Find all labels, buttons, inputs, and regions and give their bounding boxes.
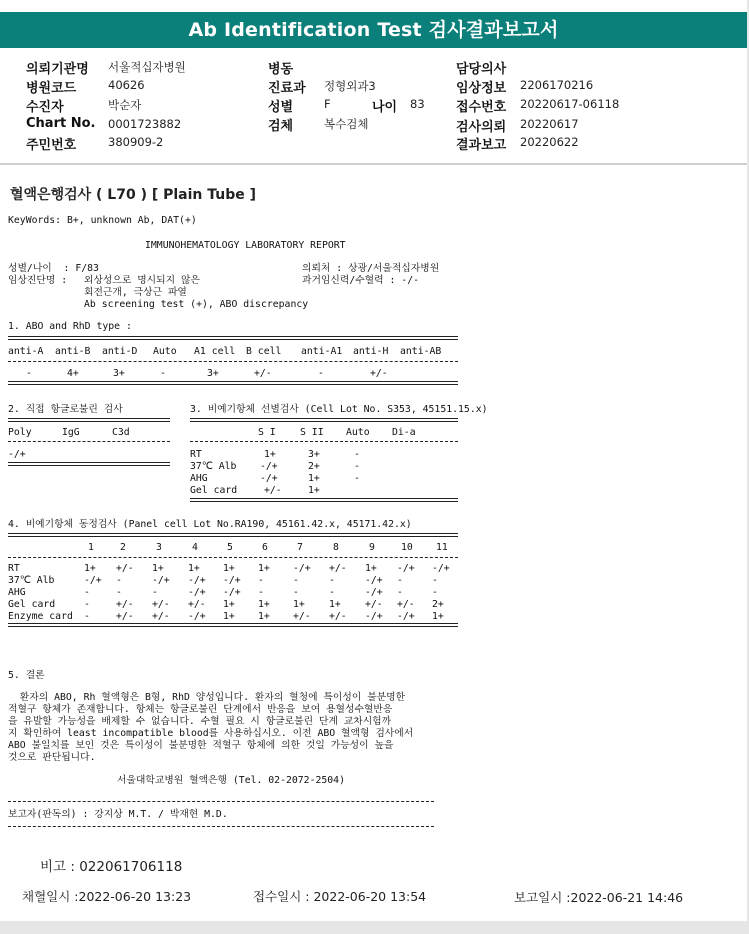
header-row bbox=[268, 115, 369, 134]
panel-cell: - bbox=[116, 575, 122, 586]
panel-cell: 1+ bbox=[365, 563, 377, 574]
bottom-strip bbox=[0, 921, 749, 934]
panel-section-title: 4. 비예기항체 동정검사 (Panel cell Lot No.RA190, 45161.42.x, 45171.42.x) bbox=[8, 519, 412, 530]
field-value: 20220617-06118 bbox=[520, 97, 620, 111]
field-value: 복수검체 bbox=[324, 117, 369, 131]
panel-cell: -/+ bbox=[432, 563, 450, 574]
panel-cell: - bbox=[293, 575, 299, 586]
panel-cell: -/+ bbox=[84, 575, 102, 586]
panel-column-header: 6 bbox=[262, 542, 268, 553]
s1-header: anti-AB bbox=[400, 346, 442, 357]
dat-section-title: 2. 직접 항글로불린 검사 bbox=[8, 404, 123, 415]
s1-value: - bbox=[26, 368, 32, 379]
diagnosis-line: Ab screening test (+), ABO discrepancy bbox=[84, 299, 309, 310]
s1-header: Auto bbox=[153, 346, 177, 357]
s3-cell: -/+ bbox=[260, 461, 278, 472]
received-time: 접수일시 : 2022-06-20 13:54 bbox=[253, 889, 427, 904]
panel-cell: 1+ bbox=[223, 599, 235, 610]
s1-header: anti-H bbox=[353, 346, 389, 357]
dashed-rule bbox=[8, 557, 458, 558]
field-label: 진료과 bbox=[268, 81, 306, 96]
field-label: 병동 bbox=[268, 62, 294, 77]
panel-cell: 2+ bbox=[432, 599, 444, 610]
field-label: Chart No. bbox=[26, 116, 96, 131]
panel-cell: - bbox=[293, 587, 299, 598]
conclusion-line: 적혈구 항체가 존재합니다. 항체는 항글로불린 단계에서 반응을 보여 용혈성수혈반응 bbox=[8, 704, 393, 715]
s3-cell: -/+ bbox=[260, 473, 278, 484]
panel-cell: 1+ bbox=[223, 563, 235, 574]
panel-column-header: 10 bbox=[401, 542, 413, 553]
lab-report-title: IMMUNOHEMATOLOGY LABORATORY REPORT bbox=[145, 240, 346, 251]
panel-cell: +/- bbox=[397, 599, 415, 610]
s1-value: 4+ bbox=[67, 368, 79, 379]
panel-cell: 1+ bbox=[152, 563, 164, 574]
dashed-rule bbox=[8, 801, 434, 802]
hospital-line: 서울대학교병원 혈액은행 (Tel. 02-2072-2504) bbox=[117, 775, 345, 786]
field-label: 성별 bbox=[268, 100, 294, 115]
panel-cell: - bbox=[258, 575, 264, 586]
conclusion-line: 환자의 ABO, Rh 혈액형은 B형, RhD 양성입니다. 환자의 혈청에 특이성이 불분명한 bbox=[8, 692, 406, 703]
panel-column-header: 1 bbox=[88, 542, 94, 553]
panel-cell: - bbox=[329, 587, 335, 598]
s1-header: anti-D bbox=[102, 346, 138, 357]
field-value: 20220622 bbox=[520, 135, 579, 149]
header-row bbox=[456, 58, 506, 77]
panel-column-header: 8 bbox=[333, 542, 339, 553]
s3-row-label: Gel card bbox=[190, 485, 238, 496]
header-row bbox=[268, 96, 331, 115]
s3-cell: 3+ bbox=[308, 449, 320, 460]
note-line: 비고 : 022061706118 bbox=[40, 859, 183, 875]
s3-cell: 1+ bbox=[308, 485, 320, 496]
panel-cell: -/+ bbox=[188, 575, 206, 586]
panel-cell: +/- bbox=[293, 611, 311, 622]
panel-cell: -/+ bbox=[397, 563, 415, 574]
panel-cell: -/+ bbox=[188, 587, 206, 598]
panel-cell: +/- bbox=[329, 611, 347, 622]
panel-row-label: Gel card bbox=[8, 599, 56, 610]
panel-cell: 1+ bbox=[188, 563, 200, 574]
s1-value: +/- bbox=[370, 368, 388, 379]
s3-cell: 2+ bbox=[308, 461, 320, 472]
panel-cell: +/- bbox=[152, 611, 170, 622]
reporter-line: 보고자(판독의) : 강지상 M.T. / 박재현 M.D. bbox=[8, 809, 228, 820]
panel-column-header: 4 bbox=[192, 542, 198, 553]
panel-cell: 1+ bbox=[432, 611, 444, 622]
s1-header: B cell bbox=[246, 346, 282, 357]
field-label: 주민번호 bbox=[26, 138, 77, 153]
screen-section-title: 3. 비예기항체 선별검사 (Cell Lot No. S353, 45151.15.x) bbox=[190, 404, 488, 415]
s3-header: Di-a bbox=[392, 427, 416, 438]
s2-header: IgG bbox=[62, 427, 80, 438]
diagnosis-line: 회전근개, 극상근 파열 bbox=[84, 287, 187, 298]
s3-row-label: AHG bbox=[190, 473, 208, 484]
header-row bbox=[456, 134, 579, 153]
field-value: 서울적십자병원 bbox=[108, 60, 186, 74]
panel-cell: 1+ bbox=[293, 599, 305, 610]
s1-value: +/- bbox=[254, 368, 272, 379]
s3-cell: - bbox=[354, 473, 360, 484]
s3-row-label: 37℃ Alb bbox=[190, 461, 237, 472]
panel-cell: -/+ bbox=[293, 563, 311, 574]
double-rule bbox=[8, 418, 170, 422]
panel-cell: +/- bbox=[329, 563, 347, 574]
field-value: 40626 bbox=[108, 78, 145, 92]
requester-line: 의뢰처 : 상광/서울적십자병원 bbox=[302, 263, 440, 274]
double-rule bbox=[190, 498, 458, 502]
panel-row-label: Enzyme card bbox=[8, 611, 73, 622]
history-line: 과거임신력/수혈력 : -/- bbox=[302, 275, 419, 286]
panel-cell: -/+ bbox=[365, 575, 383, 586]
s1-value: - bbox=[318, 368, 324, 379]
s2-header: C3d bbox=[112, 427, 130, 438]
s3-cell: - bbox=[354, 449, 360, 460]
panel-cell: +/- bbox=[116, 599, 134, 610]
s1-value: - bbox=[160, 368, 166, 379]
panel-cell: 1+ bbox=[258, 563, 270, 574]
panel-cell: - bbox=[84, 611, 90, 622]
field-label: 결과보고 bbox=[456, 138, 507, 153]
header-row bbox=[26, 134, 164, 153]
panel-cell: -/+ bbox=[397, 611, 415, 622]
panel-cell: - bbox=[84, 587, 90, 598]
panel-cell: -/+ bbox=[365, 611, 383, 622]
panel-cell: -/+ bbox=[223, 587, 241, 598]
age-label: 나이 bbox=[372, 100, 398, 115]
panel-row-label: RT bbox=[8, 563, 20, 574]
header-row bbox=[26, 116, 182, 131]
field-value: 2206170216 bbox=[520, 78, 594, 92]
panel-cell: - bbox=[152, 587, 158, 598]
double-rule bbox=[8, 623, 458, 627]
panel-column-header: 5 bbox=[227, 542, 233, 553]
panel-cell: 1+ bbox=[258, 611, 270, 622]
sex-age-line: 성별/나이 : F/83 bbox=[8, 263, 99, 274]
s3-cell: - bbox=[354, 461, 360, 472]
dashed-rule bbox=[8, 441, 170, 442]
s1-header: anti-A1 bbox=[301, 346, 343, 357]
panel-cell: -/+ bbox=[152, 575, 170, 586]
field-label: 임상정보 bbox=[456, 81, 507, 96]
panel-cell: -/+ bbox=[365, 587, 383, 598]
field-value: 0001723882 bbox=[108, 117, 182, 131]
field-value: F bbox=[324, 97, 331, 111]
field-label: 검체 bbox=[268, 119, 294, 134]
conclusion-title: 5. 결론 bbox=[8, 670, 45, 681]
s3-cell: 1+ bbox=[308, 473, 320, 484]
panel-cell: - bbox=[258, 587, 264, 598]
s2-value: -/+ bbox=[8, 449, 26, 460]
field-label: 수진자 bbox=[26, 100, 64, 115]
age-value: 83 bbox=[410, 97, 425, 111]
double-rule bbox=[8, 462, 170, 466]
double-rule bbox=[190, 418, 458, 422]
report-title: Ab Identification Test 검사결과보고서 bbox=[0, 12, 747, 48]
panel-row-label: 37℃ Alb bbox=[8, 575, 55, 586]
field-value: 박순자 bbox=[108, 98, 142, 112]
panel-cell: +/- bbox=[152, 599, 170, 610]
panel-cell: - bbox=[432, 587, 438, 598]
s1-header: anti-A bbox=[8, 346, 44, 357]
header-row bbox=[456, 116, 579, 135]
header-row bbox=[456, 77, 594, 96]
s1-header: A1 cell bbox=[194, 346, 236, 357]
s3-header: S II bbox=[300, 427, 324, 438]
diagnosis-line: 외상성으로 명시되지 않은 bbox=[84, 275, 200, 286]
diagnosis-label: 임상진단명 : bbox=[8, 275, 68, 286]
header-row bbox=[268, 58, 293, 77]
field-value: 380909-2 bbox=[108, 135, 164, 149]
panel-cell: 1+ bbox=[223, 611, 235, 622]
header-divider bbox=[0, 163, 749, 165]
panel-column-header: 7 bbox=[297, 542, 303, 553]
field-label: 접수번호 bbox=[456, 100, 507, 115]
reported-time: 보고일시 :2022-06-21 14:46 bbox=[514, 890, 684, 905]
dashed-rule bbox=[190, 441, 458, 442]
field-label: 의뢰기관명 bbox=[26, 62, 89, 77]
s3-cell: 1+ bbox=[264, 449, 276, 460]
field-label: 병원코드 bbox=[26, 81, 77, 96]
panel-cell: - bbox=[397, 575, 403, 586]
conclusion-line: 지 확인하여 least incompatible blood를 사용하십시오. 이전 ABO 혈액형 검사에서 bbox=[8, 728, 414, 739]
header-row bbox=[26, 77, 145, 96]
double-rule bbox=[8, 533, 458, 537]
header-row bbox=[26, 96, 142, 115]
conclusion-line: 을 유발할 가능성을 배제할 수 없습니다. 수혈 필요 시 항글로불린 단계 교차시험까 bbox=[8, 716, 392, 727]
panel-cell: - bbox=[116, 587, 122, 598]
dashed-rule bbox=[8, 361, 458, 362]
keywords-line: KeyWords: B+, unknown Ab, DAT(+) bbox=[8, 215, 197, 226]
double-rule bbox=[8, 336, 458, 340]
panel-cell: -/+ bbox=[223, 575, 241, 586]
s3-row-label: RT bbox=[190, 449, 202, 460]
s3-header: Auto bbox=[346, 427, 370, 438]
abo-section-title: 1. ABO and RhD type : bbox=[8, 321, 132, 332]
panel-column-header: 9 bbox=[369, 542, 375, 553]
panel-cell: - bbox=[432, 575, 438, 586]
panel-column-header: 11 bbox=[436, 542, 448, 553]
field-label: 담당의사 bbox=[456, 62, 507, 77]
panel-cell: 1+ bbox=[329, 599, 341, 610]
field-value: 20220617 bbox=[520, 117, 579, 131]
dashed-rule bbox=[8, 826, 434, 827]
header-row bbox=[456, 96, 620, 115]
conclusion-line: ABO 불일치를 보인 것은 특이성이 불분명한 적혈구 항체에 의한 것일 가능성이 높을 bbox=[8, 740, 394, 751]
field-value: 정형외과3 bbox=[324, 79, 376, 93]
double-rule bbox=[8, 381, 458, 385]
collected-time: 채혈일시 :2022-06-20 13:23 bbox=[22, 889, 192, 904]
conclusion-line: 것으로 판단됩니다. bbox=[8, 752, 96, 763]
header-row bbox=[268, 77, 376, 96]
panel-cell: 1+ bbox=[84, 563, 96, 574]
panel-cell: -/+ bbox=[188, 611, 206, 622]
s1-header: anti-B bbox=[55, 346, 91, 357]
s1-value: 3+ bbox=[113, 368, 125, 379]
section-title: 혈액은행검사 ( L70 ) [ Plain Tube ] bbox=[10, 187, 257, 203]
field-label: 검사의뢰 bbox=[456, 120, 507, 135]
panel-column-header: 3 bbox=[156, 542, 162, 553]
panel-cell: - bbox=[397, 587, 403, 598]
panel-cell: +/- bbox=[188, 599, 206, 610]
panel-cell: - bbox=[329, 575, 335, 586]
panel-cell: 1+ bbox=[258, 599, 270, 610]
s3-cell: +/- bbox=[264, 485, 282, 496]
panel-cell: - bbox=[84, 599, 90, 610]
header-row bbox=[26, 58, 186, 77]
s3-header: S I bbox=[258, 427, 276, 438]
panel-row-label: AHG bbox=[8, 587, 26, 598]
panel-cell: +/- bbox=[116, 563, 134, 574]
s1-value: 3+ bbox=[207, 368, 219, 379]
panel-column-header: 2 bbox=[120, 542, 126, 553]
panel-cell: +/- bbox=[365, 599, 383, 610]
s2-header: Poly bbox=[8, 427, 32, 438]
panel-cell: +/- bbox=[116, 611, 134, 622]
